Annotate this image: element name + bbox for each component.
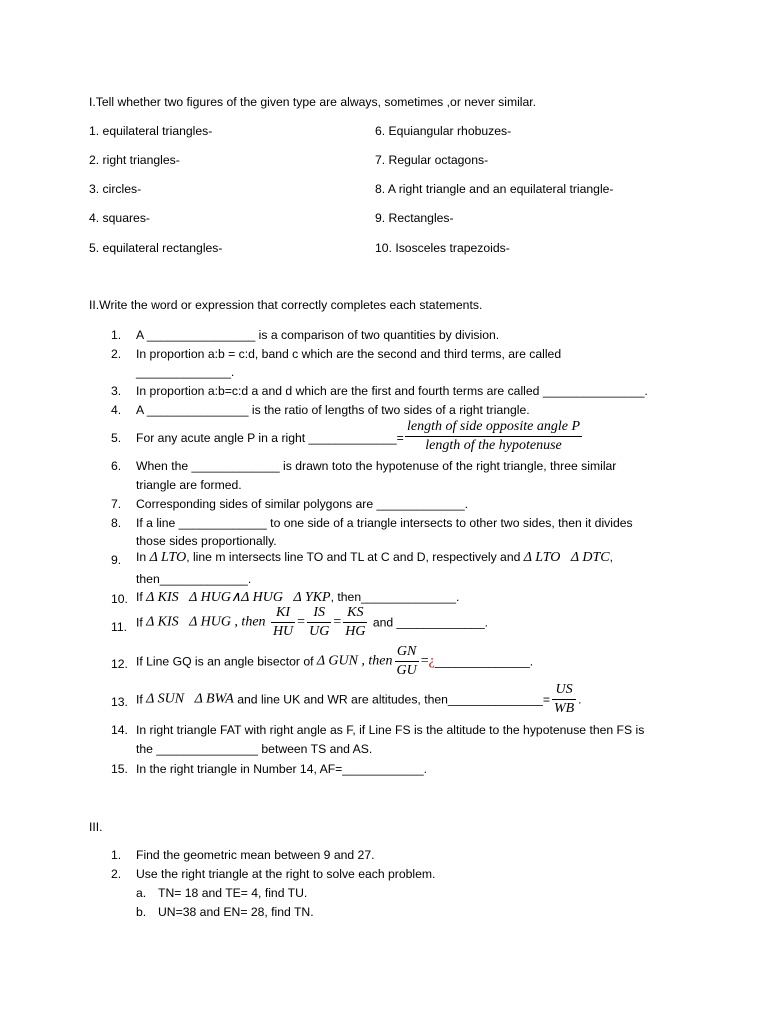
- q-number: 9.: [111, 553, 122, 567]
- sub-letter: a.: [136, 886, 147, 900]
- question-12-text-a: If Line GQ is an angle bisector of: [136, 654, 317, 669]
- part1-item-1: 1. equilateral triangles-: [89, 124, 213, 138]
- part1-item-7: 7. Regular octagons-: [375, 153, 489, 167]
- question-12-text-b: ______________.: [434, 654, 534, 669]
- fraction-numerator: GN: [395, 645, 419, 662]
- equals-sign: =: [420, 653, 429, 669]
- part3-question-2: Use the right triangle at the right to solve each problem.: [136, 867, 436, 881]
- question-2-line-2: ______________.: [136, 365, 235, 379]
- part1-heading: I.Tell whether two figures of the given type are always, sometimes ,or never similar.: [89, 95, 537, 109]
- part1-item-8: 8. A right triangle and an equilateral triangle-: [375, 182, 614, 196]
- q-number: 11.: [111, 620, 128, 634]
- question-5-fraction: [403, 420, 584, 453]
- similarity-expr: Δ KIS Δ HUG , then: [146, 614, 266, 630]
- question-13: [136, 683, 582, 716]
- part1-item-4: 4. squares-: [89, 211, 150, 225]
- equals-sign: =: [297, 614, 306, 630]
- question-9-text-c: ,: [609, 550, 613, 564]
- question-10: [136, 589, 459, 606]
- part1-item-2: 2. right triangles-: [89, 153, 180, 167]
- fraction-denominator: UG: [309, 624, 330, 639]
- q-number: 10.: [111, 592, 128, 606]
- question-6-line-2: triangle are formed.: [136, 478, 242, 492]
- q-number: 1.: [111, 848, 122, 862]
- question-1: A ________________ is a comparison of two quantities by division.: [136, 328, 500, 342]
- question-11: [136, 606, 488, 639]
- question-8-line-2: those sides proportionally.: [136, 534, 277, 548]
- question-14-line-2: the _______________ between TS and AS.: [136, 742, 373, 756]
- fraction-denominator: GU: [396, 663, 417, 678]
- question-2-line-1: In proportion a:b = c:d, band c which are the second and third terms, are called: [136, 347, 562, 361]
- question-7: Corresponding sides of similar polygons are _____________.: [136, 497, 468, 511]
- question-10-text-b: , then______________.: [330, 590, 460, 604]
- fraction-numerator: IS: [307, 606, 331, 623]
- question-9-text-b: , line m intersects line TO and TL at C and D, respectively and: [186, 550, 524, 564]
- question-9-line-1: [136, 550, 613, 566]
- q-number: 2.: [111, 347, 122, 361]
- q-number: 1.: [111, 328, 122, 342]
- fraction-denominator: WB: [553, 701, 575, 716]
- similarity-expr: Δ SUN Δ BWA: [146, 691, 234, 707]
- part3-question-1: Find the geometric mean between 9 and 27.: [136, 848, 375, 862]
- q-number: 5.: [111, 431, 122, 445]
- question-13-text-a: If: [136, 692, 147, 707]
- part3-subquestion-b: UN=38 and EN= 28, find TN.: [158, 905, 314, 919]
- question-8-line-1: If a line _____________ to one side of a triangle intersects to other two sides, then it divides: [136, 516, 633, 530]
- question-3: In proportion a:b=c:d a and d which are the first and fourth terms are called _______________.: [136, 384, 648, 398]
- part1-item-3: 3. circles-: [89, 182, 142, 196]
- q-number: 8.: [111, 516, 122, 530]
- q-number: 7.: [111, 497, 122, 511]
- part1-item-6: 6. Equiangular rhobuzes-: [375, 124, 512, 138]
- question-5: For any acute angle P in a right _____________=: [136, 431, 404, 445]
- q-number: 2.: [111, 867, 122, 881]
- question-10-text-a: If: [136, 590, 147, 604]
- triangle-gun-expr: Δ GUN , then: [316, 653, 393, 669]
- fraction-numerator: KS: [343, 606, 367, 623]
- fraction-denominator: length of the hypotenuse: [425, 438, 562, 453]
- question-11-text-a: If: [136, 615, 147, 630]
- fraction-denominator: HG: [345, 624, 366, 639]
- similarity-expr: Δ LTO Δ DTC: [523, 550, 610, 565]
- fraction-numerator: length of side opposite angle P: [405, 420, 582, 437]
- question-6-line-1: When the _____________ is drawn toto the hypotenuse of the right triangle, three similar: [136, 459, 617, 473]
- part3-heading: III.: [89, 820, 103, 834]
- question-9-text-a: In: [136, 550, 150, 564]
- part1-item-9: 9. Rectangles-: [375, 211, 454, 225]
- question-13-text-c: .: [578, 692, 582, 707]
- equals-sign: =: [333, 614, 342, 630]
- question-12: [136, 645, 533, 678]
- question-9-line-2: then_____________.: [136, 572, 252, 586]
- sub-letter: b.: [136, 905, 147, 919]
- fraction-numerator: KI: [271, 606, 295, 623]
- q-number: 13.: [111, 695, 128, 709]
- part1-item-5: 5. equilateral rectangles-: [89, 241, 223, 255]
- question-13-text-b: and line UK and WR are altitudes, then______________=: [233, 692, 550, 707]
- question-15: In the right triangle in Number 14, AF=____________.: [136, 762, 428, 776]
- inverted-question-mark: ¿: [428, 653, 435, 669]
- part3-subquestion-a: TN= 18 and TE= 4, find TU.: [158, 886, 308, 900]
- fraction-numerator: US: [552, 683, 576, 700]
- question-11-text-b: and _____________.: [369, 615, 489, 630]
- q-number: 3.: [111, 384, 122, 398]
- similarity-expr: Δ KIS Δ HUG∧Δ HUG Δ YKP: [146, 590, 331, 605]
- triangle-lto-expr: Δ LTO: [149, 550, 187, 565]
- q-number: 15.: [111, 762, 128, 776]
- q-number: 12.: [111, 657, 128, 671]
- fraction-denominator: HU: [272, 624, 294, 639]
- q-number: 14.: [111, 723, 128, 737]
- q-number: 4.: [111, 403, 122, 417]
- part1-item-10: 10. Isosceles trapezoids-: [375, 241, 510, 255]
- part2-heading: II.Write the word or expression that correctly completes each statements.: [89, 298, 483, 312]
- question-14-line-1: In right triangle FAT with right angle as F, if Line FS is the altitude to the hypotenuse then FS is: [136, 723, 645, 737]
- q-number: 6.: [111, 459, 122, 473]
- question-4: A _______________ is the ratio of lengths of two sides of a right triangle.: [136, 403, 530, 417]
